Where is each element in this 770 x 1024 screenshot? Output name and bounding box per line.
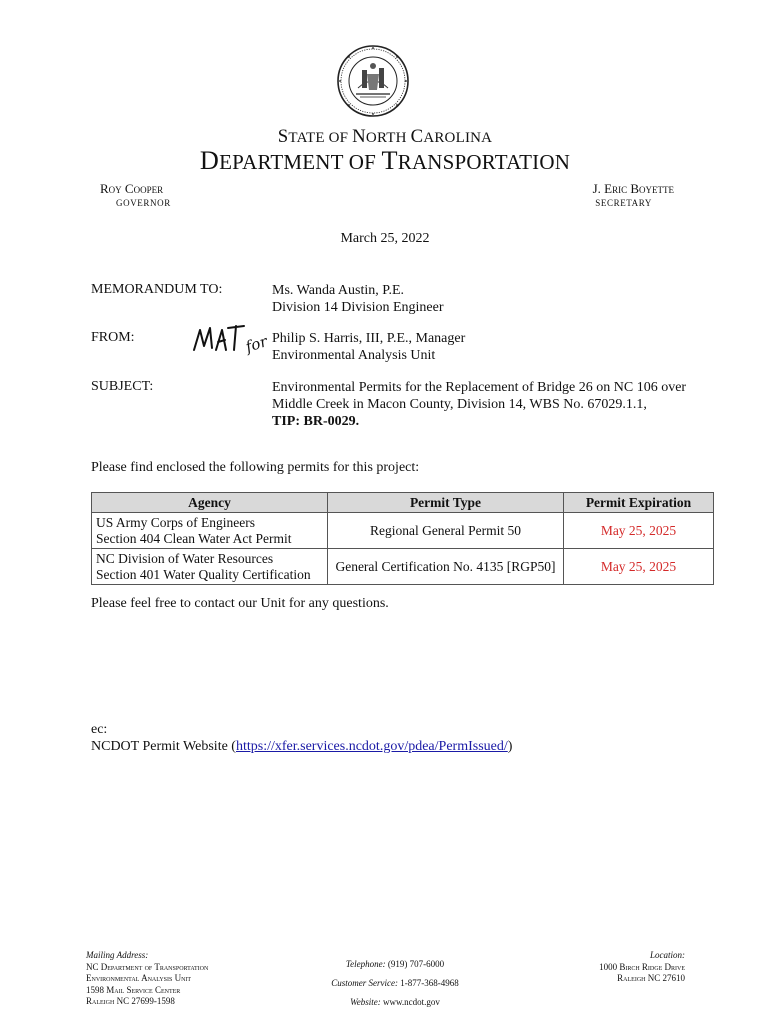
from-line-2: Environmental Analysis Unit (272, 348, 436, 363)
permit-type-cell: General Certification No. 4135 [RGP50] (328, 549, 564, 585)
subject-line-2: Middle Creek in Macon County, Division 14, WBS No. 67029.1.1, (272, 397, 647, 412)
permits-table (91, 492, 714, 585)
table-row (92, 549, 714, 585)
mailing-line: 1598 Mail Service Center (86, 984, 181, 995)
table-row (92, 513, 714, 549)
mailing-line: Environmental Analysis Unit (86, 973, 192, 983)
footer-website-line: Website: www.ncdot.gov (350, 997, 440, 1007)
location-label: Location: (650, 950, 685, 960)
permit-type-cell: Regional General Permit 50 (328, 513, 564, 549)
header-permit-type: Permit Type (328, 493, 564, 513)
subject-text (272, 379, 686, 430)
mailing-label: Mailing Address: (86, 950, 149, 960)
mailing-line: NC Department of Transportation (86, 961, 209, 972)
website-prefix: NCDOT Permit Website ( (91, 739, 236, 754)
location-line: 1000 Birch Ridge Drive (599, 961, 685, 972)
closing-text: Please feel free to contact our Unit for any questions. (91, 596, 389, 611)
governor-name: Roy Cooper (100, 181, 164, 196)
intro-text: Please find enclosed the following permits for this project: (91, 460, 420, 475)
permit-website-line (91, 739, 512, 755)
expiration-cell: May 25, 2025 (564, 513, 714, 549)
agency-cell (92, 549, 328, 585)
permit-website-link[interactable]: https://xfer.services.ncdot.gov/pdea/PermIssued/ (235, 739, 508, 754)
to-line-1: Ms. Wanda Austin, P.E. (272, 283, 405, 298)
header-agency: Agency (92, 493, 328, 513)
agency-line: Section 404 Clean Water Act Permit (96, 530, 292, 546)
mailing-line: Raleigh NC 27699-1598 (86, 996, 175, 1006)
to-line-2: Division 14 Division Engineer (272, 300, 444, 315)
expiration-cell: May 25, 2025 (564, 549, 714, 585)
footer-location (599, 950, 685, 985)
signature (190, 316, 274, 360)
website-suffix: ) (507, 739, 513, 754)
table-header-row (92, 493, 714, 513)
secretary-name: J. Eric Boyette (592, 181, 674, 196)
agency-line: US Army Corps of Engineers (96, 514, 255, 530)
subject-tip: TIP: BR-0029. (272, 414, 360, 429)
agency-cell (92, 513, 328, 549)
state-seal-logo (336, 44, 410, 118)
subject-line-1: Environmental Permits for the Replacement of Bridge 26 on NC 106 over (272, 380, 687, 395)
location-line: Raleigh NC 27610 (617, 973, 685, 983)
svg-text:for: for (243, 332, 270, 357)
state-heading: STATE OF NORTH CAROLINA (277, 126, 493, 147)
subject-label: SUBJECT: (91, 379, 154, 394)
customer-service-line: Customer Service: 1-877-368-4968 (331, 978, 459, 988)
secretary-title: SECRETARY (595, 198, 652, 208)
header-permit-expiration: Permit Expiration (564, 493, 714, 513)
governor-title: GOVERNOR (116, 198, 171, 208)
agency-line: Section 401 Water Quality Certification (96, 566, 311, 582)
department-heading: DEPARTMENT OF TRANSPORTATION (199, 146, 571, 175)
memo-date: March 25, 2022 (340, 231, 430, 246)
from-label: FROM: (91, 330, 135, 345)
agency-line: NC Division of Water Resources (96, 550, 274, 566)
footer-mailing-address (86, 950, 208, 1008)
from-sender (272, 330, 465, 364)
cc-label: ec: (91, 722, 108, 737)
telephone-line: Telephone: (919) 707-6000 (345, 959, 445, 969)
to-label: MEMORANDUM TO: (91, 282, 223, 297)
from-line-1: Philip S. Harris, III, P.E., Manager (272, 331, 466, 346)
to-recipient (272, 282, 444, 316)
footer-contact (300, 955, 490, 1012)
